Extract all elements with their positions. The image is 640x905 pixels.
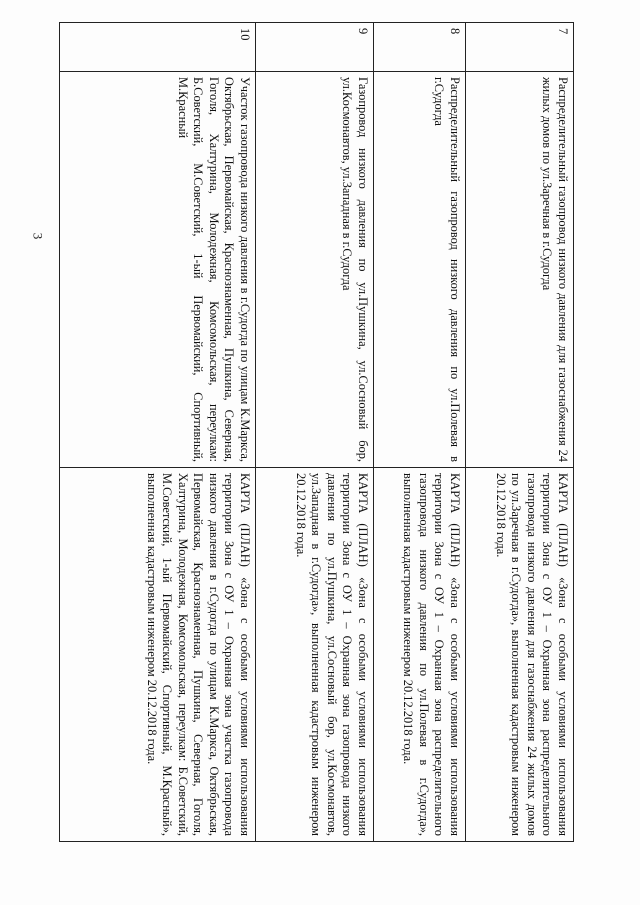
object-cell: Распределительный газопровод низкого давления для газоснабжения 24 жилых домов по ул.Заречная в г.Судогда <box>466 72 574 468</box>
zones-table <box>59 22 574 842</box>
page-number: 3 <box>30 232 46 240</box>
row-number: 7 <box>466 23 574 72</box>
object-cell: Распределительный газопровод низкого давления по ул.Полевая в г.Судогда <box>374 72 466 468</box>
table-row <box>256 23 374 842</box>
row-number: 10 <box>60 23 256 72</box>
table-row <box>374 23 466 842</box>
object-cell: Газопровод низкого давления по ул.Пушкина, ул.Сосновый бор, ул.Космонавтов, ул.Западная в г.Судогда <box>256 72 374 468</box>
table-row <box>466 23 574 842</box>
row-number: 9 <box>256 23 374 72</box>
document-cell: КАРТА (ПЛАН) «Зона с особыми условиями использования территории Зона с ОУ 1 – Охранная зона распределительного газопровода низкого давления по ул.Полевая в г.Судогда», выполненная кадастровым инженером 20.12.2018 года. <box>374 468 466 842</box>
object-cell: Участок газопровода низкого давления в г.Судогда по улицам К.Маркса, Октябрьская, Первомайская, Краснознаменная, Пушкина, Северная, Гоголя, Халтурина, Молодежная, Комсомольская, переулкам: Б.Советский, М.Советский, 1-ый Первомайский, Спортивный, М.Красный <box>60 72 256 468</box>
row-number: 8 <box>374 23 466 72</box>
document-cell: КАРТА (ПЛАН) «Зона с особыми условиями использования территории Зона с ОУ 1 – Охранная зона участка газопровода низкого давления в г.Судогда по улицам К.Маркса, Октябрьская, Первомайская, Краснознаменная, Пушкина, Северная, Гоголя, Халтурина, Молодежная, Комсомольская, переулкам: Б.Советский, М.Советский, 1-ый Первомайский, Спортивный, М.Красный», выполненная кадастровым инженером 20.12.2018 года. <box>60 468 256 842</box>
rotated-table-wrapper <box>60 22 574 842</box>
document-cell: КАРТА (ПЛАН) «Зона с особыми условиями использования территории Зона с ОУ 1 – Охранная зона газопровода низкого давления по ул.Пушкина, ул.Сосновый бор, ул.Космонавтов, ул.Западная в г.Судогда», выполненная кадастровым инженером 20.12.2018 года. <box>256 468 374 842</box>
table-row <box>60 23 256 842</box>
document-cell: КАРТА (ПЛАН) «Зона с особыми условиями использования территории Зона с ОУ 1 – Охранная зона распределительного газопровода низкого давления для газоснабжения 24 жилых домов по ул.Заречная в г.Судогда», выполненная кадастровым инженером 20.12.2018 года. <box>466 468 574 842</box>
